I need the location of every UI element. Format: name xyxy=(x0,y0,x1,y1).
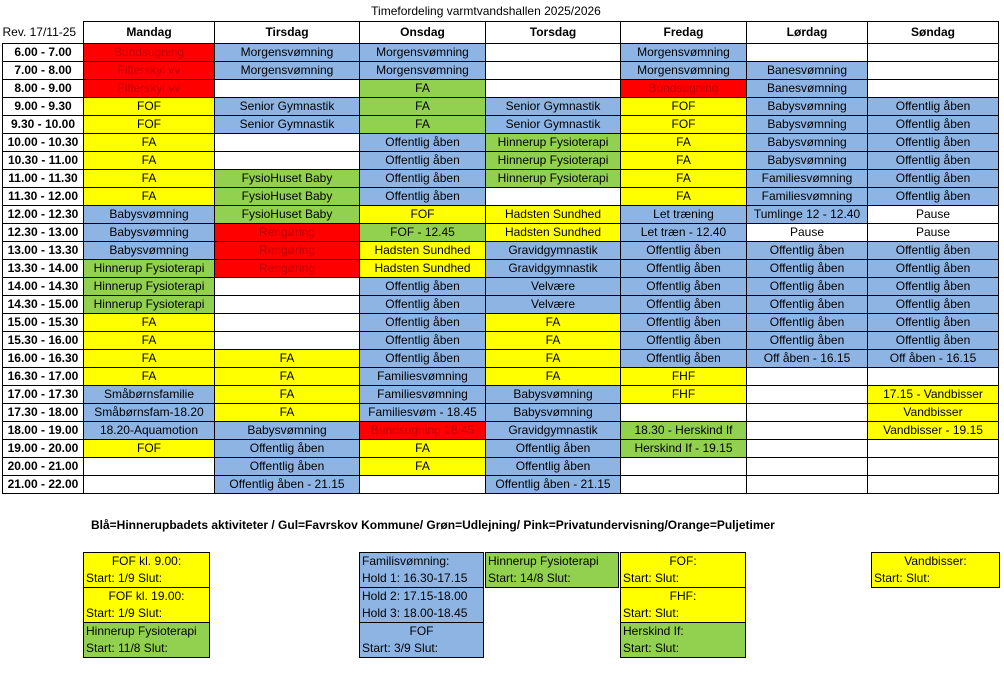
schedule-cell: FA xyxy=(360,440,486,458)
schedule-cell: FA xyxy=(360,458,486,476)
schedule-cell: FA xyxy=(84,152,215,170)
schedule-cell: FOF xyxy=(84,98,215,116)
schedule-body xyxy=(3,44,999,494)
schedule-cell: Offentlig åben xyxy=(360,296,486,314)
schedule-row xyxy=(3,440,999,458)
schedule-cell: Offentlig åben xyxy=(360,314,486,332)
schedule-row xyxy=(3,422,999,440)
info-box-line: FOF: xyxy=(620,552,746,570)
schedule-cell: Filterskyl vv xyxy=(84,62,215,80)
day-header-tirsdag: Tirsdag xyxy=(215,22,360,44)
schedule-cell: Rengøring xyxy=(215,242,360,260)
schedule-row xyxy=(3,476,999,494)
time-slot: 13.30 - 14.00 xyxy=(3,260,84,278)
schedule-cell: Senior Gymnastik xyxy=(486,98,621,116)
schedule-row xyxy=(3,458,999,476)
schedule-cell: Bundsugning xyxy=(84,44,215,62)
schedule-cell xyxy=(868,80,999,98)
schedule-cell xyxy=(215,332,360,350)
schedule-cell: Familiesvømning xyxy=(747,188,868,206)
info-box-line: FOF xyxy=(359,622,484,640)
schedule-cell: Pause xyxy=(868,224,999,242)
schedule-row xyxy=(3,116,999,134)
schedule-cell: Filterskyl vv xyxy=(84,80,215,98)
schedule-row xyxy=(3,98,999,116)
schedule-cell: Offentlig åben xyxy=(868,314,999,332)
schedule-cell: Offentlig åben xyxy=(868,188,999,206)
schedule-row xyxy=(3,404,999,422)
time-slot: 8.00 - 9.00 xyxy=(3,80,84,98)
schedule-cell: Offentlig åben xyxy=(360,332,486,350)
info-box-line: Familisvømning: xyxy=(359,552,484,570)
schedule-row xyxy=(3,296,999,314)
schedule-cell xyxy=(486,44,621,62)
schedule-cell xyxy=(621,404,747,422)
schedule-cell: Offentlig åben xyxy=(360,152,486,170)
schedule-cell: Hinnerup Fysioterapi xyxy=(486,170,621,188)
revision-label: Rev. 17/11-25 xyxy=(2,24,77,39)
schedule-cell: Morgensvømning xyxy=(360,44,486,62)
schedule-cell: Offentlig åben xyxy=(868,170,999,188)
schedule-cell: Offentlig åben xyxy=(868,260,999,278)
schedule-cell: Rengøring xyxy=(215,224,360,242)
header-row xyxy=(3,22,999,44)
schedule-row xyxy=(3,242,999,260)
schedule-cell xyxy=(868,368,999,386)
schedule-cell: Velvære xyxy=(486,296,621,314)
time-slot: 9.00 - 9.30 xyxy=(3,98,84,116)
schedule-cell: Offentlig åben xyxy=(621,296,747,314)
schedule-cell: FA xyxy=(84,350,215,368)
schedule-cell xyxy=(84,458,215,476)
day-header-fredag: Fredag xyxy=(621,22,747,44)
info-box xyxy=(83,552,210,658)
schedule-row xyxy=(3,80,999,98)
schedule-cell: FOF xyxy=(621,116,747,134)
schedule-cell: Offentlig åben xyxy=(215,440,360,458)
time-slot: 14.00 - 14.30 xyxy=(3,278,84,296)
schedule-cell: Pause xyxy=(868,206,999,224)
schedule-cell: FA xyxy=(486,368,621,386)
day-header-mandag: Mandag xyxy=(84,22,215,44)
schedule-cell: Familiesvømning xyxy=(360,368,486,386)
info-box-line: Start: 1/9 Slut: xyxy=(83,570,210,587)
schedule-cell: Offentlig åben xyxy=(747,260,868,278)
schedule-cell: Offentlig åben xyxy=(868,242,999,260)
schedule-cell xyxy=(215,296,360,314)
schedule-cell: Let træning xyxy=(621,206,747,224)
schedule-cell: Offentlig åben xyxy=(486,458,621,476)
schedule-row xyxy=(3,62,999,80)
day-header-søndag: Søndag xyxy=(868,22,999,44)
schedule-cell: Babysvømning xyxy=(747,152,868,170)
schedule-cell: Offentlig åben xyxy=(747,278,868,296)
info-box-line: Start: Slut: xyxy=(620,640,746,658)
schedule-cell xyxy=(747,422,868,440)
schedule-cell: Vandbisser xyxy=(868,404,999,422)
schedule-cell: Hadsten Sundhed xyxy=(360,260,486,278)
schedule-row xyxy=(3,368,999,386)
schedule-cell: Babysvømning xyxy=(84,206,215,224)
schedule-cell: Morgensvømning xyxy=(621,44,747,62)
schedule-cell: Offentlig åben xyxy=(486,440,621,458)
schedule-row xyxy=(3,206,999,224)
schedule-cell: Offentlig åben xyxy=(360,134,486,152)
schedule-cell: Offentlig åben xyxy=(360,170,486,188)
schedule-cell: Hadsten Sundhed xyxy=(486,224,621,242)
schedule-cell xyxy=(747,44,868,62)
schedule-cell: Småbørnsfamilie xyxy=(84,386,215,404)
day-header-onsdag: Onsdag xyxy=(360,22,486,44)
schedule-cell xyxy=(215,152,360,170)
info-box-line: Herskind If: xyxy=(620,622,746,640)
schedule-cell: Vandbisser - 19.15 xyxy=(868,422,999,440)
schedule-cell xyxy=(868,458,999,476)
schedule-cell: Hinnerup Fysioterapi xyxy=(84,278,215,296)
schedule-cell: FHF xyxy=(621,368,747,386)
info-box-line: Start: 11/8 Slut: xyxy=(83,640,210,658)
schedule-cell: 17.15 - Vandbisser xyxy=(868,386,999,404)
schedule-cell: Offentlig åben - 21.15 xyxy=(215,476,360,494)
info-box-line: Hinnerup Fysioterapi xyxy=(83,622,210,640)
schedule-cell: Offentlig åben xyxy=(747,314,868,332)
schedule-cell: FA xyxy=(360,80,486,98)
page-title: Timefordeling varmtvandshallen 2025/2026 xyxy=(371,4,601,18)
schedule-cell xyxy=(747,476,868,494)
schedule-cell: Gravidgymnastik xyxy=(486,260,621,278)
schedule-row xyxy=(3,332,999,350)
schedule-cell: Senior Gymnastik xyxy=(486,116,621,134)
schedule-row xyxy=(3,278,999,296)
schedule-cell xyxy=(621,458,747,476)
schedule-cell: FHF xyxy=(621,386,747,404)
schedule-cell: Offentlig åben xyxy=(621,314,747,332)
schedule-cell: Babysvømning xyxy=(84,224,215,242)
schedule-cell: FysioHuset Baby xyxy=(215,188,360,206)
schedule-row xyxy=(3,386,999,404)
schedule-cell: FA xyxy=(215,404,360,422)
schedule-cell: FA xyxy=(621,134,747,152)
time-slot: 15.30 - 16.00 xyxy=(3,332,84,350)
info-box-line: FOF kl. 19.00: xyxy=(83,587,210,605)
schedule-cell: Hinnerup Fysioterapi xyxy=(84,296,215,314)
schedule-cell: Offentlig åben xyxy=(868,152,999,170)
day-header-torsdag: Torsdag xyxy=(486,22,621,44)
schedule-cell xyxy=(486,80,621,98)
schedule-cell: Offentlig åben xyxy=(868,332,999,350)
info-box-line: Vandbisser: xyxy=(871,552,1000,570)
schedule-cell: Morgensvømning xyxy=(621,62,747,80)
schedule-cell: Morgensvømning xyxy=(360,62,486,80)
time-slot: 10.00 - 10.30 xyxy=(3,134,84,152)
schedule-cell: Babysvømning xyxy=(215,422,360,440)
time-slot: 20.00 - 21.00 xyxy=(3,458,84,476)
schedule-cell: Familiesvømning xyxy=(747,170,868,188)
schedule-cell: FA xyxy=(84,188,215,206)
schedule-cell: Tumlinge 12 - 12.40 xyxy=(747,206,868,224)
schedule-cell: Bundsugning 18.45 xyxy=(360,422,486,440)
schedule-cell xyxy=(868,440,999,458)
info-box-line: Hold 3: 18.00-18.45 xyxy=(359,605,484,622)
schedule-cell: FOF xyxy=(84,440,215,458)
schedule-cell xyxy=(747,386,868,404)
info-box-line: FHF: xyxy=(620,587,746,605)
schedule-cell: Herskind If - 19.15 xyxy=(621,440,747,458)
schedule-cell: FA xyxy=(84,314,215,332)
schedule-cell: FA xyxy=(486,314,621,332)
time-slot: 10.30 - 11.00 xyxy=(3,152,84,170)
schedule-cell xyxy=(747,440,868,458)
schedule-cell: FOF xyxy=(621,98,747,116)
schedule-cell xyxy=(215,314,360,332)
schedule-cell: Hadsten Sundhed xyxy=(360,242,486,260)
schedule-cell: Rengøring xyxy=(215,260,360,278)
schedule-cell: Offentlig åben xyxy=(360,188,486,206)
time-slot: 17.30 - 18.00 xyxy=(3,404,84,422)
schedule-cell: Offentlig åben xyxy=(747,242,868,260)
schedule-cell: FA xyxy=(84,134,215,152)
schedule-cell: FA xyxy=(84,368,215,386)
schedule-cell xyxy=(215,80,360,98)
schedule-cell: FOF xyxy=(360,206,486,224)
schedule-cell: Off åben - 16.15 xyxy=(747,350,868,368)
schedule-cell: Pause xyxy=(747,224,868,242)
schedule-cell: Offentlig åben xyxy=(621,350,747,368)
info-box xyxy=(871,552,1000,588)
schedule-cell: FA xyxy=(486,332,621,350)
schedule-cell: 18.20-Aquamotion xyxy=(84,422,215,440)
info-box xyxy=(620,552,746,658)
schedule-cell xyxy=(747,368,868,386)
schedule-cell: Hadsten Sundhed xyxy=(486,206,621,224)
schedule-cell xyxy=(747,458,868,476)
schedule-cell: Offentlig åben xyxy=(868,296,999,314)
time-slot: 12.00 - 12.30 xyxy=(3,206,84,224)
schedule-cell xyxy=(747,404,868,422)
schedule-cell: Offentlig åben xyxy=(621,242,747,260)
schedule-table xyxy=(2,21,999,494)
schedule-cell: FA xyxy=(360,116,486,134)
schedule-cell: Hinnerup Fysioterapi xyxy=(486,134,621,152)
schedule-cell: Off åben - 16.15 xyxy=(868,350,999,368)
schedule-row xyxy=(3,152,999,170)
schedule-row xyxy=(3,134,999,152)
schedule-cell: Offentlig åben xyxy=(621,260,747,278)
schedule-cell: FOF - 12.45 xyxy=(360,224,486,242)
color-legend: Blå=Hinnerupbadets aktiviteter / Gul=Favrskov Kommune/ Grøn=Udlejning/ Pink=Privatundervisning/Orange=Puljetimer xyxy=(91,518,775,532)
schedule-cell: Babysvømning xyxy=(747,134,868,152)
day-header-lørdag: Lørdag xyxy=(747,22,868,44)
info-box xyxy=(485,552,619,588)
schedule-cell: Offentlig åben - 21.15 xyxy=(486,476,621,494)
time-slot: 18.00 - 19.00 xyxy=(3,422,84,440)
schedule-cell: Hinnerup Fysioterapi xyxy=(486,152,621,170)
schedule-cell: FA xyxy=(486,350,621,368)
schedule-cell xyxy=(486,188,621,206)
info-box-line: Start: 3/9 Slut: xyxy=(359,640,484,658)
schedule-cell: Banesvømning xyxy=(747,62,868,80)
schedule-cell: Banesvømning xyxy=(747,80,868,98)
schedule-cell: Offentlig åben xyxy=(868,98,999,116)
info-box-line: Start: 14/8 Slut: xyxy=(485,570,619,588)
info-box xyxy=(359,552,484,658)
schedule-cell: FA xyxy=(621,188,747,206)
schedule-cell: Småbørnsfam-18.20 xyxy=(84,404,215,422)
schedule-cell: FA xyxy=(84,170,215,188)
schedule-cell: FA xyxy=(215,350,360,368)
schedule-cell: Offentlig åben xyxy=(868,278,999,296)
info-box-line: Hinnerup Fysioterapi xyxy=(485,552,619,570)
schedule-cell: Offentlig åben xyxy=(621,332,747,350)
schedule-cell: Offentlig åben xyxy=(215,458,360,476)
schedule-cell: FA xyxy=(360,98,486,116)
schedule-cell: Velvære xyxy=(486,278,621,296)
schedule-row xyxy=(3,224,999,242)
schedule-cell: Offentlig åben xyxy=(360,278,486,296)
schedule-cell: FA xyxy=(215,368,360,386)
schedule-cell: Senior Gymnastik xyxy=(215,116,360,134)
time-slot: 21.00 - 22.00 xyxy=(3,476,84,494)
schedule-cell xyxy=(84,476,215,494)
schedule-cell: Offentlig åben xyxy=(360,350,486,368)
time-slot: 11.00 - 11.30 xyxy=(3,170,84,188)
time-slot: 16.00 - 16.30 xyxy=(3,350,84,368)
info-box-line: Start: 1/9 Slut: xyxy=(83,605,210,622)
time-slot: 15.00 - 15.30 xyxy=(3,314,84,332)
schedule-cell: Offentlig åben xyxy=(621,278,747,296)
schedule-cell: Familiesvøm - 18.45 xyxy=(360,404,486,422)
schedule-row xyxy=(3,170,999,188)
time-slot: 9.30 - 10.00 xyxy=(3,116,84,134)
schedule-cell: Gravidgymnastik xyxy=(486,422,621,440)
schedule-cell xyxy=(486,62,621,80)
schedule-row xyxy=(3,314,999,332)
info-box-line: Start: Slut: xyxy=(871,570,1000,588)
schedule-cell: FysioHuset Baby xyxy=(215,206,360,224)
schedule-cell: Morgensvømning xyxy=(215,44,360,62)
time-slot: 11.30 - 12.00 xyxy=(3,188,84,206)
info-box-line: Start: Slut: xyxy=(620,570,746,587)
schedule-cell: FysioHuset Baby xyxy=(215,170,360,188)
time-slot: 19.00 - 20.00 xyxy=(3,440,84,458)
schedule-cell xyxy=(868,476,999,494)
schedule-cell: Gravidgymnastik xyxy=(486,242,621,260)
schedule-cell: Babysvømning xyxy=(486,404,621,422)
schedule-cell xyxy=(215,134,360,152)
schedule-cell: Let træn - 12.40 xyxy=(621,224,747,242)
info-box-line: Hold 2: 17.15-18.00 xyxy=(359,587,484,605)
schedule-cell: FA xyxy=(621,170,747,188)
schedule-row xyxy=(3,44,999,62)
info-box-line: FOF kl. 9.00: xyxy=(83,552,210,570)
schedule-cell: FA xyxy=(84,332,215,350)
schedule-cell: FOF xyxy=(84,116,215,134)
schedule-cell: Hinnerup Fysioterapi xyxy=(84,260,215,278)
schedule-cell: Offentlig åben xyxy=(747,332,868,350)
schedule-cell: FA xyxy=(215,386,360,404)
info-box-line: Hold 1: 16.30-17.15 xyxy=(359,570,484,587)
schedule-cell: Offentlig åben xyxy=(747,296,868,314)
schedule-cell xyxy=(215,278,360,296)
schedule-cell: Offentlig åben xyxy=(868,116,999,134)
schedule-cell: 18.30 - Herskind If xyxy=(621,422,747,440)
schedule-row xyxy=(3,188,999,206)
schedule-cell xyxy=(868,62,999,80)
schedule-cell: Babysvømning xyxy=(747,116,868,134)
time-slot: 17.00 - 17.30 xyxy=(3,386,84,404)
time-slot: 16.30 - 17.00 xyxy=(3,368,84,386)
schedule-row xyxy=(3,260,999,278)
schedule-cell: Babysvømning xyxy=(486,386,621,404)
schedule-cell: FA xyxy=(621,152,747,170)
schedule-cell: Bundsugning xyxy=(621,80,747,98)
schedule-cell: Offentlig åben xyxy=(868,134,999,152)
schedule-cell: Babysvømning xyxy=(84,242,215,260)
schedule-cell xyxy=(360,476,486,494)
schedule-row xyxy=(3,350,999,368)
time-slot: 14.30 - 15.00 xyxy=(3,296,84,314)
schedule-cell xyxy=(868,44,999,62)
time-slot: 12.30 - 13.00 xyxy=(3,224,84,242)
schedule-cell: Babysvømning xyxy=(747,98,868,116)
info-box-line: Start: Slut: xyxy=(620,605,746,622)
time-slot: 7.00 - 8.00 xyxy=(3,62,84,80)
schedule-cell: Senior Gymnastik xyxy=(215,98,360,116)
schedule-cell: Familiesvømning xyxy=(360,386,486,404)
schedule-cell xyxy=(621,476,747,494)
time-slot: 13.00 - 13.30 xyxy=(3,242,84,260)
time-slot: 6.00 - 7.00 xyxy=(3,44,84,62)
schedule-cell: Morgensvømning xyxy=(215,62,360,80)
